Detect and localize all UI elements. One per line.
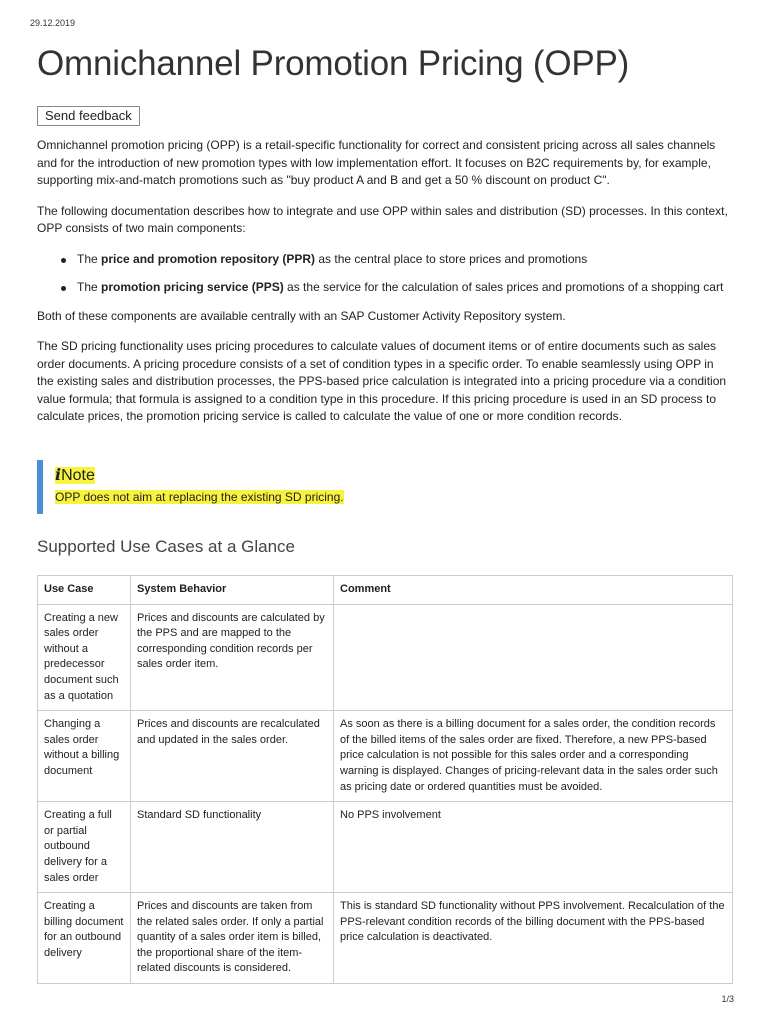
bullet-icon (61, 258, 66, 263)
table-cell: Prices and discounts are calculated by the PPS and are mapped to the corresponding condition records per sales order item. (131, 604, 334, 711)
table-cell: Creating a billing document for an outbound delivery (38, 893, 131, 984)
column-header-use-case: Use Case (38, 576, 131, 605)
bullet-description: as the service for the calculation of sales prices and promotions of a shopping cart (283, 280, 724, 294)
note-text (55, 490, 344, 504)
bullet-description: as the central place to store prices and promotions (315, 251, 588, 266)
table-row (38, 802, 733, 893)
use-cases-table (37, 575, 733, 984)
list-item (37, 279, 732, 297)
section-title: Supported Use Cases at a Glance (37, 537, 295, 556)
send-feedback-button[interactable]: Send feedback (37, 106, 140, 126)
bullet-icon (61, 286, 66, 291)
note-label: Note (61, 467, 95, 484)
main-content (37, 137, 732, 439)
table-cell: Prices and discounts are recalculated and updated in the sales order. (131, 711, 334, 802)
table-cell: Creating a full or partial outbound delivery for a sales order (38, 802, 131, 893)
list-item (37, 251, 732, 269)
table-header-row (38, 576, 733, 605)
table-cell: No PPS involvement (334, 802, 733, 893)
availability-paragraph: Both of these components are available centrally with an SAP Customer Activity Repository system. (37, 308, 566, 323)
table-cell: Changing a sales order without a billing document (38, 711, 131, 802)
components-intro-paragraph: The following documentation describes how to integrate and use OPP within sales and distribution (SD) processes. In this context, OPP consists of two main components: (37, 203, 728, 235)
note-box (37, 460, 443, 514)
bullet-prefix: The (77, 280, 102, 294)
table-cell: Standard SD functionality (131, 802, 334, 893)
table-row (38, 604, 733, 711)
table-cell (334, 604, 733, 711)
table-cell: This is standard SD functionality without PPS involvement. Recalculation of the PPS-relevant condition records of the billing document with the PPS-based price calculation is deactivated. (334, 893, 733, 984)
print-date: 29.12.2019 (30, 18, 76, 28)
intro-paragraph: Omnichannel promotion pricing (OPP) is a retail-specific functionality for correct and consistent pricing across all sales channels and for the introduction of new promotion types with low implementation effort. It focuses on B2C requirements by, for example, supporting mix-and-match promotions such as "buy product A and B and get a 50 % discount on product C". (37, 138, 716, 187)
table-cell: Creating a new sales order without a predecessor document such as a quotation (38, 604, 131, 711)
table-cell: Prices and discounts are taken from the related sales order. If only a partial quantity of a sales order item is billed, the proportional share of the item-related discounts is considered. (131, 893, 334, 984)
bullet-term: price and promotion repository (PPR) (101, 251, 316, 266)
page-title: Omnichannel Promotion Pricing (OPP) (37, 44, 630, 83)
column-header-system-behavior: System Behavior (131, 576, 334, 605)
bullet-term: promotion pricing service (PPS) (101, 280, 284, 294)
info-icon: i (55, 465, 62, 484)
table-row (38, 893, 733, 984)
table-cell: As soon as there is a billing document for a sales order, the condition records of the billed items of the sales order are fixed. Therefore, a new PPS-based price calculation is not possible for this sales order and a corresponding warning is displayed. Changes of pricing-relevant data in the sales order such as pricing date or ordered quantities must be avoided. (334, 711, 733, 802)
bullet-prefix: The (77, 251, 102, 266)
note-header (55, 465, 95, 485)
note-text-content: OPP does not aim at replacing the existing SD pricing. (55, 490, 344, 504)
page-number: 1/3 (721, 994, 734, 1004)
table-row (38, 711, 733, 802)
pricing-paragraph: The SD pricing functionality uses pricing procedures to calculate values of document items or of entire documents such as sales order documents. A pricing procedure consists of a set of condition types in a specific order. To enable seamlessly using OPP in the existing sales and distribution processes, the PPS-based price calculation is integrated into a pricing procedure via a condition value formula; that formula is assigned to a condition type in this procedure. If this pricing procedure is used in an SD process to calculate prices, the promotion pricing service is called to calculate the value of one or more condition records. (37, 339, 727, 423)
column-header-comment: Comment (334, 576, 733, 605)
components-list (37, 251, 732, 297)
